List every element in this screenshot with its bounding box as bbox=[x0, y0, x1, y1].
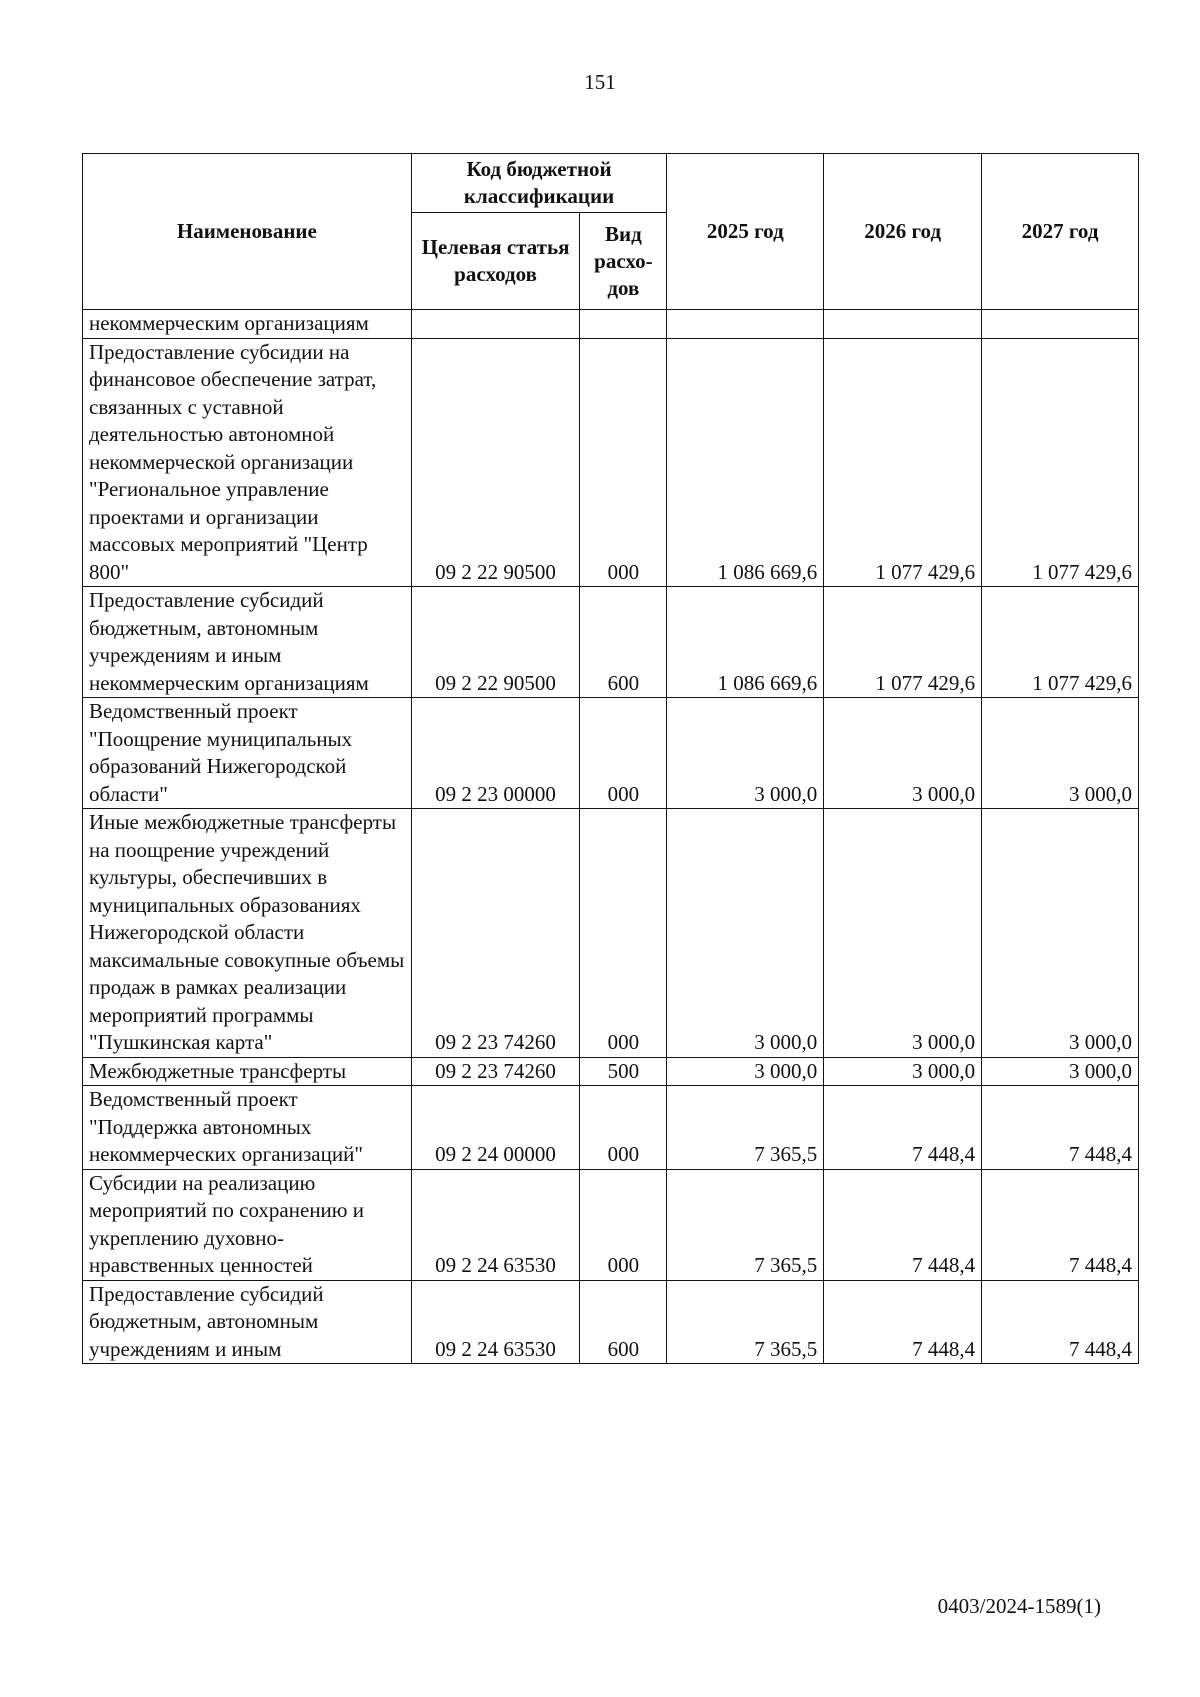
row-expense-type-cell: 000 bbox=[580, 698, 667, 809]
row-2026-value-cell: 7 448,4 bbox=[824, 1280, 982, 1364]
header-budget-code: Код бюджетной классификации bbox=[411, 154, 667, 213]
row-2027-value-cell: 1 077 429,6 bbox=[982, 587, 1139, 698]
row-2026-value-cell: 3 000,0 bbox=[824, 698, 982, 809]
table-row bbox=[83, 1057, 1139, 1086]
row-expense-type-cell: 000 bbox=[580, 809, 667, 1058]
row-2027-value-cell bbox=[982, 310, 1139, 339]
row-name-cell: Предоставление субсидии на финансовое обеспечение затрат, связанных с уставной деятельностью автономной некоммерческой организации "Региональное управление проектами и организации массовых мероприятий "Центр 800" bbox=[83, 338, 412, 587]
row-2025-value-cell: 3 000,0 bbox=[667, 698, 824, 809]
header-target-article: Целевая статья расходов bbox=[411, 213, 580, 310]
row-expense-type-cell: 500 bbox=[580, 1057, 667, 1086]
row-target-article-cell: 09 2 24 63530 bbox=[411, 1169, 580, 1280]
row-name-cell: Предоставление субсидий бюджетным, автономным учреждениям и иным bbox=[83, 1280, 412, 1364]
table-row bbox=[83, 587, 1139, 698]
row-target-article-cell: 09 2 23 74260 bbox=[411, 809, 580, 1058]
table-row bbox=[83, 698, 1139, 809]
row-2025-value-cell: 3 000,0 bbox=[667, 809, 824, 1058]
row-2027-value-cell: 1 077 429,6 bbox=[982, 338, 1139, 587]
row-2025-value-cell: 7 365,5 bbox=[667, 1280, 824, 1364]
row-name-cell: Ведомственный проект "Поощрение муниципальных образований Нижегородской области" bbox=[83, 698, 412, 809]
row-2026-value-cell: 1 077 429,6 bbox=[824, 338, 982, 587]
row-2025-value-cell: 1 086 669,6 bbox=[667, 587, 824, 698]
row-expense-type-cell: 000 bbox=[580, 338, 667, 587]
row-2027-value-cell: 3 000,0 bbox=[982, 698, 1139, 809]
row-2025-value-cell: 7 365,5 bbox=[667, 1169, 824, 1280]
header-expense-type: Вид расхо-дов bbox=[580, 213, 667, 310]
row-name-cell: Межбюджетные трансферты bbox=[83, 1057, 412, 1086]
row-2027-value-cell: 3 000,0 bbox=[982, 809, 1139, 1058]
row-name-cell: Ведомственный проект "Поддержка автономных некоммерческих организаций" bbox=[83, 1086, 412, 1170]
table-row bbox=[83, 1086, 1139, 1170]
row-2026-value-cell: 7 448,4 bbox=[824, 1169, 982, 1280]
row-2027-value-cell: 7 448,4 bbox=[982, 1280, 1139, 1364]
row-expense-type-cell bbox=[580, 310, 667, 339]
row-expense-type-cell: 000 bbox=[580, 1169, 667, 1280]
table-row bbox=[83, 1280, 1139, 1364]
header-year-2025: 2025 год bbox=[667, 154, 824, 310]
budget-table bbox=[82, 153, 1139, 1364]
row-2026-value-cell bbox=[824, 310, 982, 339]
table-row bbox=[83, 338, 1139, 587]
row-expense-type-cell: 000 bbox=[580, 1086, 667, 1170]
row-2025-value-cell: 3 000,0 bbox=[667, 1057, 824, 1086]
row-target-article-cell: 09 2 22 90500 bbox=[411, 338, 580, 587]
table-row bbox=[83, 1169, 1139, 1280]
row-name-cell: некоммерческим организациям bbox=[83, 310, 412, 339]
row-2027-value-cell: 7 448,4 bbox=[982, 1086, 1139, 1170]
row-name-cell: Иные межбюджетные трансферты на поощрение учреждений культуры, обеспечивших в муниципальных образованиях Нижегородской области максимальные совокупные объемы продаж в рамках реализации мероприятий программы "Пушкинская карта" bbox=[83, 809, 412, 1058]
header-year-2027: 2027 год bbox=[982, 154, 1139, 310]
header-year-2026: 2026 год bbox=[824, 154, 982, 310]
row-2025-value-cell bbox=[667, 310, 824, 339]
row-target-article-cell: 09 2 24 63530 bbox=[411, 1280, 580, 1364]
row-target-article-cell: 09 2 22 90500 bbox=[411, 587, 580, 698]
row-2025-value-cell: 1 086 669,6 bbox=[667, 338, 824, 587]
row-name-cell: Субсидии на реализацию мероприятий по сохранению и укреплению духовно-нравственных ценностей bbox=[83, 1169, 412, 1280]
row-2026-value-cell: 7 448,4 bbox=[824, 1086, 982, 1170]
row-2027-value-cell: 7 448,4 bbox=[982, 1169, 1139, 1280]
row-expense-type-cell: 600 bbox=[580, 587, 667, 698]
row-target-article-cell: 09 2 23 00000 bbox=[411, 698, 580, 809]
page-number: 151 bbox=[584, 70, 616, 94]
row-2025-value-cell: 7 365,5 bbox=[667, 1086, 824, 1170]
row-2026-value-cell: 3 000,0 bbox=[824, 809, 982, 1058]
row-2027-value-cell: 3 000,0 bbox=[982, 1057, 1139, 1086]
document-id: 0403/2024-1589(1) bbox=[937, 1594, 1101, 1618]
header-name: Наименование bbox=[83, 154, 412, 310]
row-target-article-cell: 09 2 24 00000 bbox=[411, 1086, 580, 1170]
table-row bbox=[83, 809, 1139, 1058]
row-expense-type-cell: 600 bbox=[580, 1280, 667, 1364]
row-target-article-cell: 09 2 23 74260 bbox=[411, 1057, 580, 1086]
row-2026-value-cell: 3 000,0 bbox=[824, 1057, 982, 1086]
row-name-cell: Предоставление субсидий бюджетным, автономным учреждениям и иным некоммерческим организациям bbox=[83, 587, 412, 698]
table-row bbox=[83, 310, 1139, 339]
row-target-article-cell bbox=[411, 310, 580, 339]
row-2026-value-cell: 1 077 429,6 bbox=[824, 587, 982, 698]
